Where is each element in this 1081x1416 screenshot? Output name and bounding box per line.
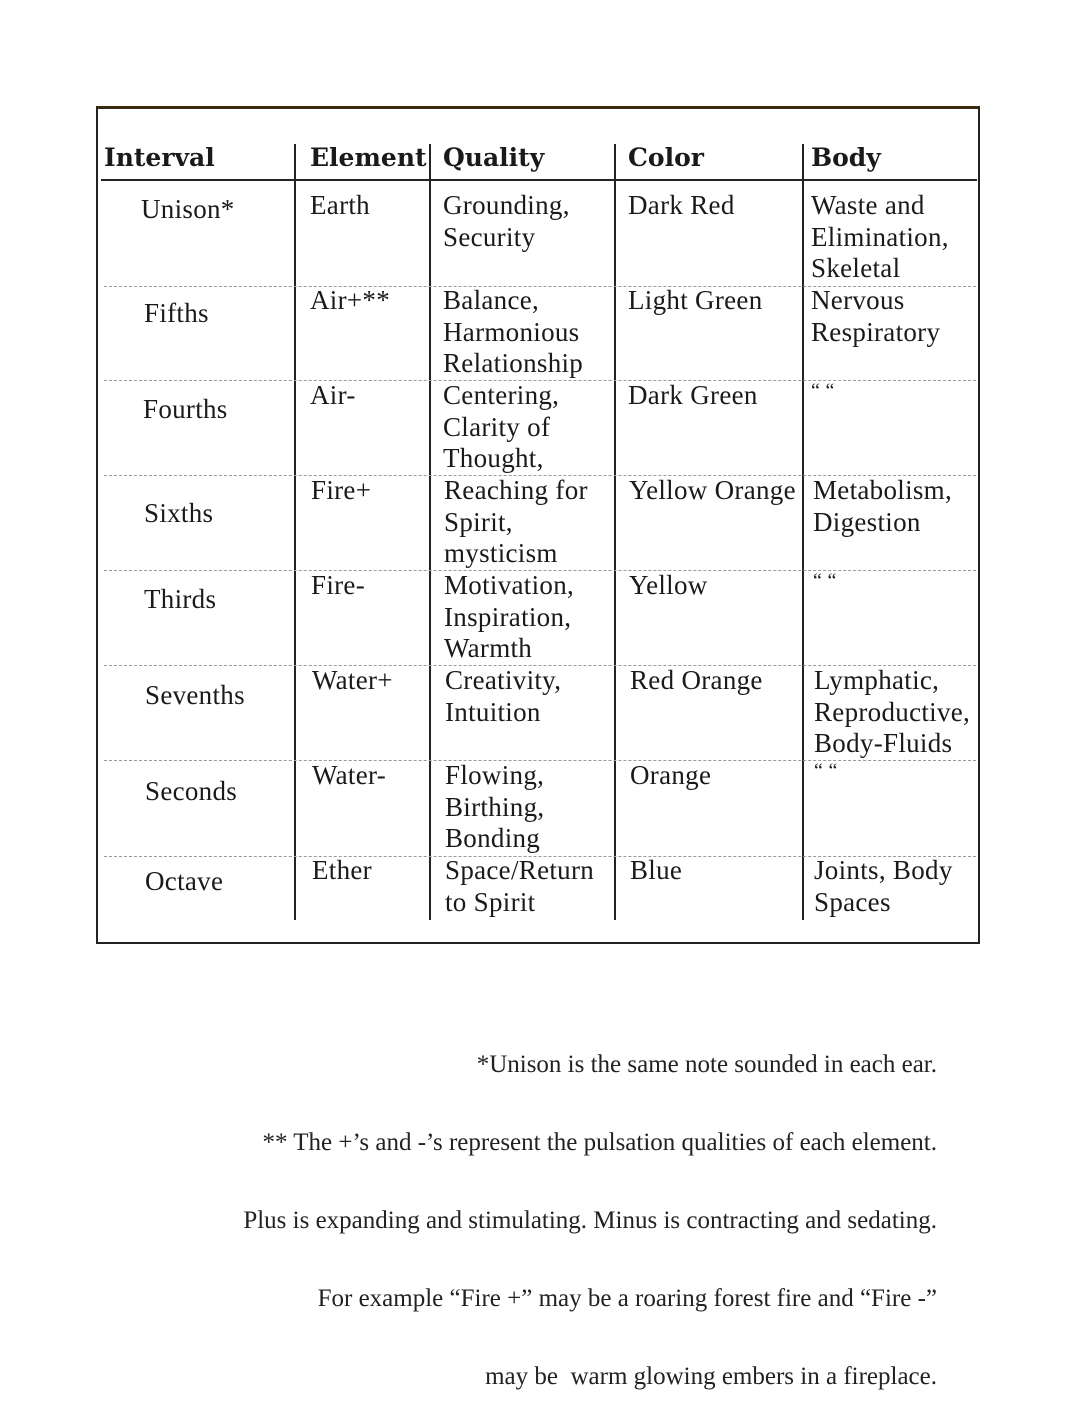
cell-quality: Centering, Clarity of Thought, xyxy=(443,380,560,473)
cell-interval: Seconds xyxy=(145,776,238,806)
cell-color: Dark Green xyxy=(628,380,758,410)
cell-color: Orange xyxy=(630,760,712,790)
cell-element: Ether xyxy=(312,855,372,885)
cell-color: Light Green xyxy=(628,285,763,315)
cell-body: Metabolism, Digestion xyxy=(813,475,953,537)
cell-element: Water+ xyxy=(312,665,393,695)
footnote-line: ** The +’s and -’s represent the pulsation qualities of each element. xyxy=(262,1129,937,1156)
cell-quality: Reaching for Spirit, mysticism xyxy=(444,475,588,568)
cell-element: Earth xyxy=(310,190,370,220)
header-divider xyxy=(101,179,977,181)
cell-quality: Flowing, Birthing, Bonding xyxy=(445,760,545,853)
footnotes xyxy=(243,1000,937,1416)
cell-color: Dark Red xyxy=(628,190,735,220)
cell-element: Air- xyxy=(310,380,356,410)
cell-body: Lymphatic, Reproductive, Body-Fluids xyxy=(814,665,971,758)
column-divider xyxy=(294,144,296,920)
header-interval: Interval xyxy=(104,143,215,172)
column-divider xyxy=(614,144,616,920)
column-divider xyxy=(802,144,804,920)
cell-interval: Sevenths xyxy=(145,680,245,710)
cell-element: Air+** xyxy=(310,285,391,315)
header-color: Color xyxy=(628,143,704,172)
cell-color: Blue xyxy=(630,855,683,885)
cell-body: “ “ xyxy=(811,380,835,402)
cell-body: Nervous Respiratory xyxy=(811,285,941,347)
header-quality: Quality xyxy=(443,143,545,172)
column-divider xyxy=(429,144,431,920)
footnote-line: For example “Fire +” may be a roaring forest fire and “Fire -” xyxy=(317,1285,937,1312)
cell-body: “ “ xyxy=(813,570,837,592)
cell-interval: Fourths xyxy=(143,394,228,424)
footnote-line: may be warm glowing embers in a fireplace. xyxy=(485,1363,937,1390)
cell-interval: Thirds xyxy=(144,584,217,614)
cell-element: Water- xyxy=(312,760,387,790)
cell-color: Red Orange xyxy=(630,665,763,695)
cell-quality: Grounding, Security xyxy=(443,190,570,252)
cell-quality: Motivation, Inspiration, Warmth xyxy=(444,570,575,663)
cell-body: “ “ xyxy=(814,760,838,782)
cell-body: Joints, Body Spaces xyxy=(814,855,953,917)
cell-element: Fire+ xyxy=(311,475,372,505)
header-body: Body xyxy=(811,143,881,172)
cell-quality: Creativity, Intuition xyxy=(445,665,562,727)
header-element: Element xyxy=(310,143,427,172)
footnote-line: Plus is expanding and stimulating. Minus is contracting and sedating. xyxy=(243,1207,937,1234)
cell-interval: Fifths xyxy=(144,298,209,328)
cell-color: Yellow Orange xyxy=(629,475,796,505)
cell-body: Waste and Elimination, Skeletal xyxy=(811,190,949,283)
cell-interval: Unison* xyxy=(141,194,235,224)
cell-quality: Balance, Harmonious Relationship xyxy=(443,285,584,378)
cell-interval: Sixths xyxy=(144,498,214,528)
footnote-line: *Unison is the same note sounded in each ear. xyxy=(476,1051,937,1078)
cell-interval: Octave xyxy=(145,866,224,896)
cell-element: Fire- xyxy=(311,570,365,600)
cell-quality: Space/Return to Spirit xyxy=(445,855,595,917)
cell-color: Yellow xyxy=(629,570,708,600)
